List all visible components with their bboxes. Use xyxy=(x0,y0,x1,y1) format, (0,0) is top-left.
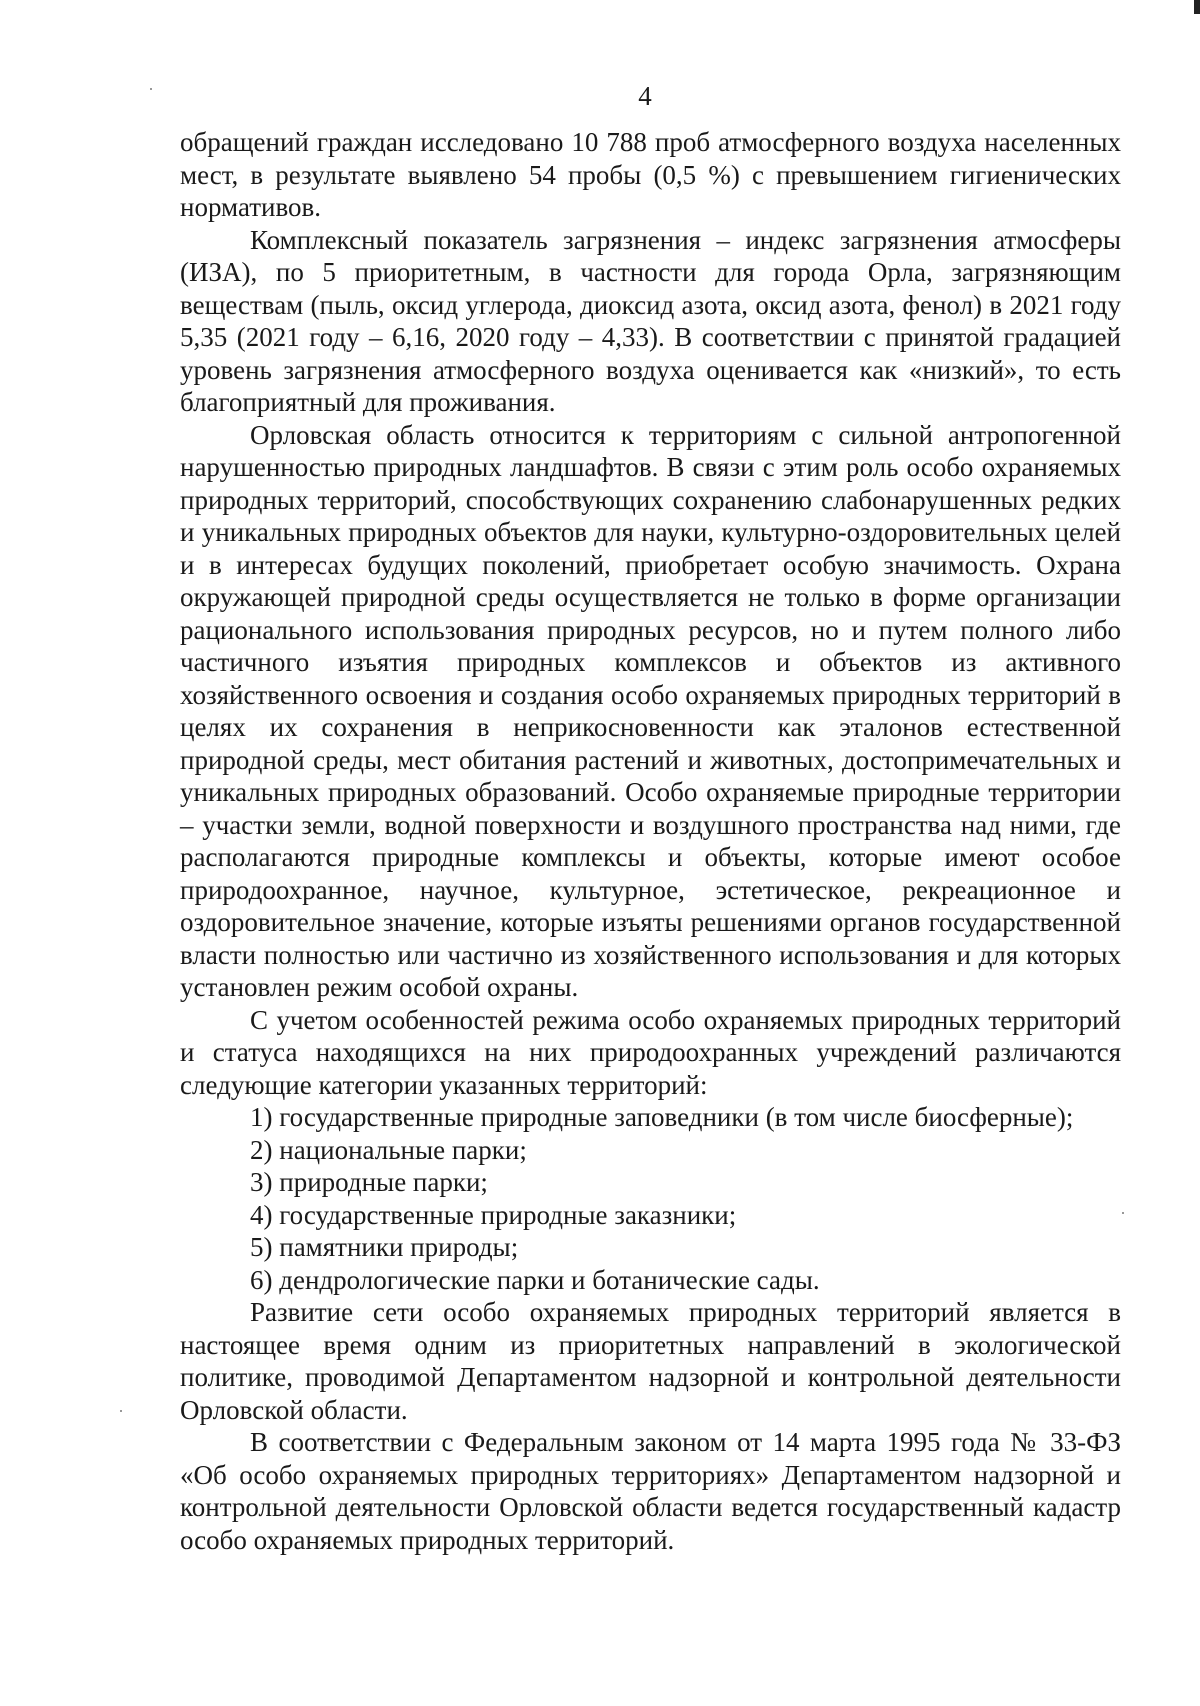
categories-list xyxy=(180,1101,1121,1296)
scan-speck xyxy=(120,1410,122,1412)
paragraph-network-development: Развитие сети особо охраняемых природных территорий является в настоящее время одним из приоритетных направлений в экологической политике, проводимой Департаментом надзорной и контрольной деятельности Орловской области. xyxy=(180,1297,1121,1425)
paragraph-pollution-index: Комплексный показатель загрязнения – индекс загрязнения атмосферы (ИЗА), по 5 приоритетным, в частности для города Орла, загрязняющим веществам (пыль, оксид углерода, диоксид азота, оксид азота, фенол) в 2021 году 5,35 (2021 году – 6,16, 2020 году – 4,33). В соответствии с принятой градацией уровень загрязнения атмосферного воздуха оценивается как «низкий», то есть благоприятный для проживания. xyxy=(180,224,1121,417)
scan-speck xyxy=(1122,1212,1124,1214)
list-item: 6) дендрологические парки и ботанические сады. xyxy=(250,1264,820,1295)
document-body xyxy=(180,126,1121,1556)
paragraph-protected-areas: Орловская область относится к территориям с сильной антропогенной нарушенностью природных ландшафтов. В связи с этим роль особо охраняемых природных территорий, способствующих сохранению слабонарушенных редких и уникальных природных объектов для науки, культурно-оздоровительных целей и в интересах будущих поколений, приобретает особую значимость. Охрана окружающей природной среды осуществляется не только в форме организации рационального использования природных ресурсов, но и путем полного либо частичного изъятия природных комплексов и объектов из активного хозяйственного освоения и создания особо охраняемых природных территорий в целях их сохранения в неприкосновенности как эталонов естественной природной среды, мест обитания растений и животных, достопримечательных и уникальных природных образований. Особо охраняемые природные территории – участки земли, водной поверхности и воздушного пространства над ними, где располагаются природные комплексы и объекты, которые имеют особое природоохранное, научное, культурное, эстетическое, рекреационное и оздоровительное значение, которые изъяты решениями органов государственной власти полностью или частично из хозяйственного использования и для которых установлен режим особой охраны. xyxy=(180,419,1121,1002)
list-item: 1) государственные природные заповедники (в том числе биосферные); xyxy=(250,1102,1074,1132)
list-item: 4) государственные природные заказники; xyxy=(250,1199,737,1230)
paragraph-air-samples: обращений граждан исследовано 10 788 проб атмосферного воздуха населенных мест, в результате выявлено 54 пробы (0,5 %) с превышением гигиенических нормативов. xyxy=(180,127,1121,222)
scan-edge-mark xyxy=(1194,0,1200,14)
paragraph-federal-law: В соответствии с Федеральным законом от 14 марта 1995 года № 33-ФЗ «Об особо охраняемых природных территориях» Департаментом надзорной и контрольной деятельности Орловской области ведется государственный кадастр особо охраняемых природных территорий. xyxy=(180,1427,1121,1555)
list-item: 5) памятники природы; xyxy=(250,1232,519,1262)
list-item: 3) природные парки; xyxy=(250,1167,488,1197)
list-item: 2) национальные парки; xyxy=(250,1134,527,1165)
paragraph-categories-intro: С учетом особенностей режима особо охраняемых природных территорий и статуса находящихся на них природоохранных учреждений различаются следующие категории указанных территорий: xyxy=(180,1004,1121,1100)
page-number: 4 xyxy=(638,81,652,111)
